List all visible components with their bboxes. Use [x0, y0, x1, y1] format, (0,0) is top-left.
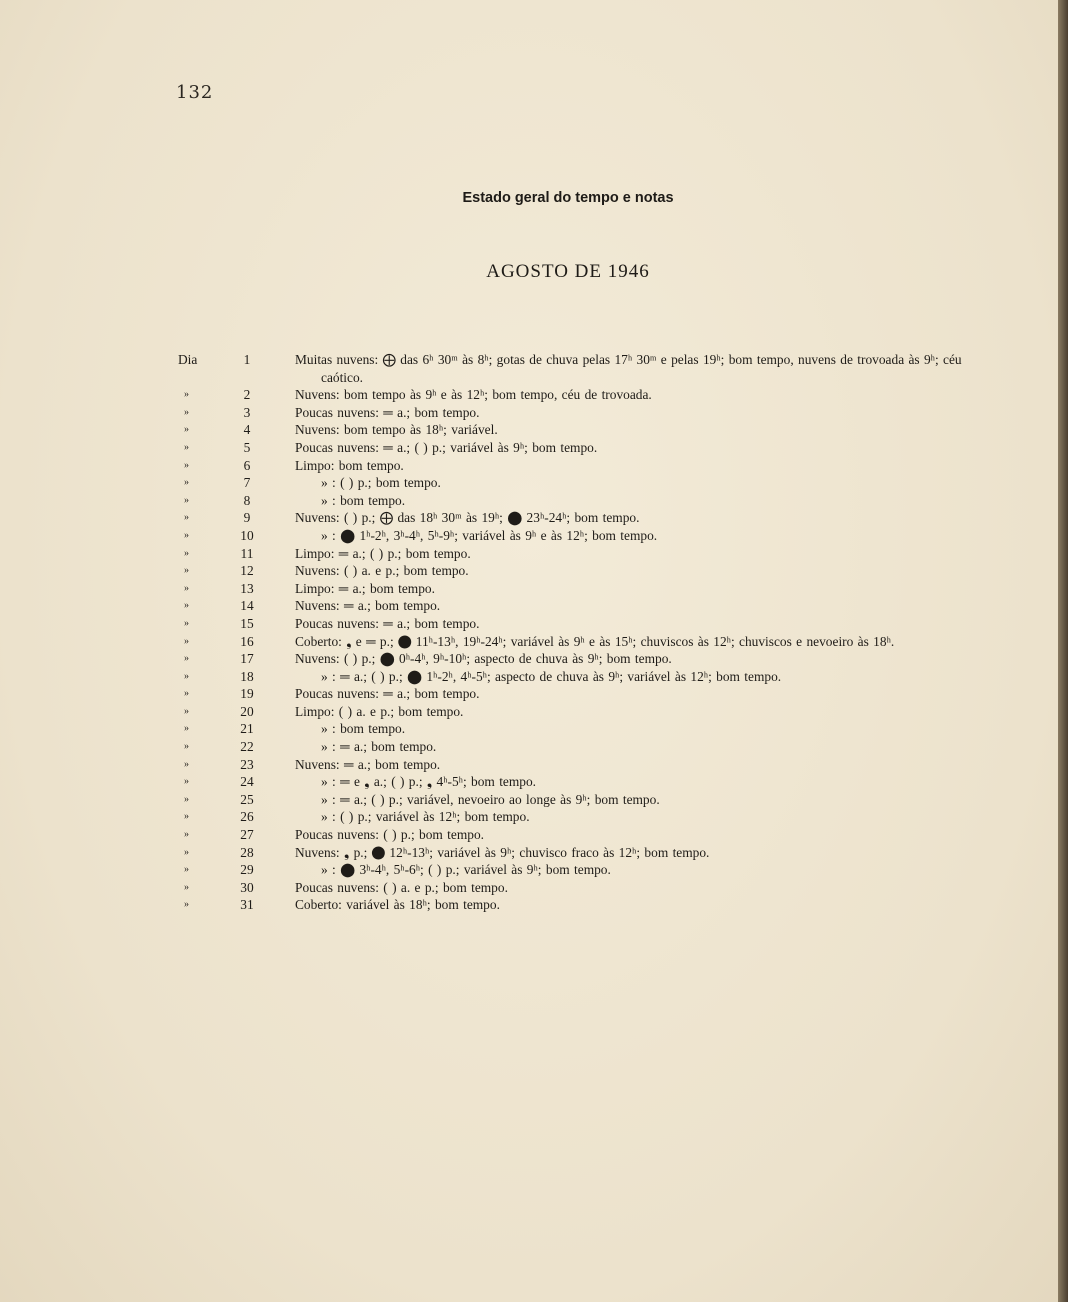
entry-row: [0, 492, 1058, 510]
ditto-mark: »: [184, 441, 189, 453]
entry-day: 11: [240, 545, 254, 561]
entry-text: Nuvens: ( ) p.; ⬤ 0ʰ-4ʰ, 9ʰ-10ʰ; aspecto de chuva às 9ʰ; bom tempo.: [295, 651, 672, 667]
entry-day: 10: [240, 527, 254, 543]
entry-text: Coberto: variável às 18ʰ; bom tempo.: [295, 897, 500, 913]
ditto-mark: »: [184, 688, 189, 700]
ditto-mark: »: [184, 899, 189, 911]
entry-row: [0, 844, 1058, 862]
entry-day: 19: [240, 686, 254, 702]
ditto-mark: »: [184, 741, 189, 753]
entry-row: [0, 474, 1058, 492]
entry-row: [0, 386, 1058, 404]
entry-day: 26: [240, 809, 254, 825]
entry-text: Poucas nuvens: ( ) a. e p.; bom tempo.: [295, 879, 508, 895]
entry-text: » : ⬤ 1ʰ-2ʰ, 3ʰ-4ʰ, 5ʰ-9ʰ; variável às 9ʰ e às 12ʰ; bom tempo.: [321, 527, 658, 543]
ditto-mark: »: [184, 424, 189, 436]
entry-day: 9: [243, 510, 251, 526]
entry-row: [0, 773, 1058, 791]
entry-text: » : ═ a.; ( ) p.; variável, nevoeiro ao longe às 9ʰ; bom tempo.: [321, 791, 660, 807]
entry-text: » : ( ) p.; variável às 12ʰ; bom tempo.: [321, 809, 530, 825]
weather-entries: [0, 351, 1058, 914]
ditto-mark: »: [184, 758, 189, 770]
entry-text: » : ═ a.; ( ) p.; ⬤ 1ʰ-2ʰ, 4ʰ-5ʰ; aspecto de chuva às 9ʰ; variável às 12ʰ; bom tempo.: [321, 668, 782, 684]
ditto-mark: »: [184, 617, 189, 629]
entry-text: » : ⬤ 3ʰ-4ʰ, 5ʰ-6ʰ; ( ) p.; variável às 9ʰ; bom tempo.: [321, 862, 611, 878]
ditto-mark: »: [184, 389, 189, 401]
entry-text: Limpo: bom tempo.: [295, 457, 404, 473]
entry-day: 31: [240, 897, 254, 913]
entry-row: [0, 826, 1058, 844]
section-heading: Estado geral do tempo e notas: [462, 190, 674, 206]
entry-row: [0, 597, 1058, 615]
entry-day: 20: [240, 703, 254, 719]
ditto-mark: »: [184, 705, 189, 717]
ditto-mark: »: [184, 653, 189, 665]
entry-row: [0, 439, 1058, 457]
entry-row: [0, 580, 1058, 598]
entry-row: [0, 685, 1058, 703]
entry-text: Muitas nuvens: ⨁ das 6ʰ 30ᵐ às 8ʰ; gotas de chuva pelas 17ʰ 30ᵐ e pelas 19ʰ; bom tempo, nuvens de trovoada às 9ʰ; céu caótico.: [295, 352, 962, 385]
entry-row: [0, 650, 1058, 668]
entry-day: 25: [240, 791, 254, 807]
entry-day: 6: [243, 457, 251, 473]
entry-text: Limpo: ( ) a. e p.; bom tempo.: [295, 703, 464, 719]
entry-row: [0, 861, 1058, 879]
book-spine: [1058, 0, 1068, 1302]
entry-text: » : bom tempo.: [321, 492, 406, 508]
entry-row: [0, 509, 1058, 527]
entry-row: [0, 808, 1058, 826]
entry-text: » : ( ) p.; bom tempo.: [321, 475, 441, 491]
entry-text: » : bom tempo.: [321, 721, 406, 737]
ditto-mark: »: [184, 600, 189, 612]
entry-text: Nuvens: ( ) a. e p.; bom tempo.: [295, 563, 469, 579]
ditto-mark: »: [184, 881, 189, 893]
ditto-mark: »: [184, 459, 189, 471]
entry-row: [0, 404, 1058, 422]
entry-row: [0, 457, 1058, 475]
entry-text: Nuvens: ═ a.; bom tempo.: [295, 756, 441, 772]
entry-day: 1: [243, 352, 251, 367]
entry-day: 3: [243, 404, 251, 420]
entry-text: Nuvens: bom tempo às 9ʰ e às 12ʰ; bom tempo, céu de trovoada.: [295, 387, 652, 403]
entry-row: [0, 615, 1058, 633]
entry-day: 8: [243, 492, 251, 508]
page-number: 132: [176, 82, 214, 103]
entry-text: Limpo: ═ a.; ( ) p.; bom tempo.: [295, 545, 471, 561]
entry-day: 18: [240, 668, 254, 684]
ditto-mark: »: [184, 776, 189, 788]
ditto-mark: »: [184, 793, 189, 805]
ditto-mark: »: [184, 811, 189, 823]
entry-text: Nuvens: ( ) p.; ⨁ das 18ʰ 30ᵐ às 19ʰ; ⬤ 23ʰ-24ʰ; bom tempo.: [295, 510, 640, 526]
entry-text: Limpo: ═ a.; bom tempo.: [295, 580, 435, 596]
ditto-mark: »: [184, 846, 189, 858]
ditto-mark: »: [184, 547, 189, 559]
entry-row: [0, 756, 1058, 774]
entry-text: Nuvens: bom tempo às 18ʰ; variável.: [295, 422, 498, 438]
entry-day: 22: [240, 739, 254, 755]
ditto-mark: »: [184, 477, 189, 489]
entry-row: [0, 545, 1058, 563]
entry-day: 2: [243, 387, 251, 403]
ditto-mark: »: [184, 529, 189, 541]
ditto-mark: »: [184, 406, 189, 418]
entry-day: 21: [240, 721, 254, 737]
entry-text: Poucas nuvens: ( ) p.; bom tempo.: [295, 827, 484, 843]
entry-row: [0, 633, 1058, 651]
entry-row: [0, 668, 1058, 686]
entry-text: » : ═ a.; bom tempo.: [321, 739, 437, 755]
ditto-mark: »: [184, 565, 189, 577]
entry-text: Poucas nuvens: ═ a.; bom tempo.: [295, 404, 480, 420]
ditto-mark: »: [184, 512, 189, 524]
ditto-mark: »: [184, 494, 189, 506]
entry-text: » : ═ e ❟ a.; ( ) p.; ❟ 4ʰ-5ʰ; bom tempo.: [321, 774, 537, 790]
ditto-mark: »: [184, 670, 189, 682]
month-title: AGOSTO DE 1946: [486, 261, 650, 282]
entry-day: 23: [240, 756, 254, 772]
entry-text: Poucas nuvens: ═ a.; bom tempo.: [295, 615, 480, 631]
entry-day: 28: [240, 844, 254, 860]
entry-day: 13: [240, 580, 254, 596]
entry-day: 12: [240, 563, 254, 579]
entry-day: 16: [240, 633, 254, 649]
entry-row: [0, 703, 1058, 721]
entry-day: 15: [240, 615, 254, 631]
entry-text: Nuvens: ❟ p.; ⬤ 12ʰ-13ʰ; variável às 9ʰ; chuvisco fraco às 12ʰ; bom tempo.: [295, 844, 710, 860]
entry-row: [0, 421, 1058, 439]
entry-text: Coberto: ❟ e ═ p.; ⬤ 11ʰ-13ʰ, 19ʰ-24ʰ; variável às 9ʰ e às 15ʰ; chuviscos às 12ʰ; chuviscos e nevoeiro às 18ʰ.: [295, 633, 895, 649]
entry-row: [0, 527, 1058, 545]
ditto-mark: »: [184, 582, 189, 594]
entry-day: 17: [240, 651, 254, 667]
entry-text: Nuvens: ═ a.; bom tempo.: [295, 598, 441, 614]
entry-row: [0, 562, 1058, 580]
dia-label: Dia: [178, 352, 198, 367]
entry-day: 30: [240, 879, 254, 895]
entry-day: 4: [243, 422, 251, 438]
ditto-mark: »: [184, 635, 189, 647]
entry-day: 7: [243, 475, 251, 491]
ditto-mark: »: [184, 723, 189, 735]
entry-row: [0, 791, 1058, 809]
entry-row: [0, 879, 1058, 897]
ditto-mark: »: [184, 864, 189, 876]
entry-text: Poucas nuvens: ═ a.; ( ) p.; variável às 9ʰ; bom tempo.: [295, 439, 598, 455]
ditto-mark: »: [184, 829, 189, 841]
entry-day: 29: [240, 862, 254, 878]
entry-row: [0, 720, 1058, 738]
entry-day: 14: [240, 598, 254, 614]
entry-row: [0, 351, 1058, 386]
entry-row: [0, 896, 1058, 914]
entry-text: Poucas nuvens: ═ a.; bom tempo.: [295, 686, 480, 702]
entry-row: [0, 738, 1058, 756]
entry-day: 24: [240, 774, 254, 790]
entry-day: 27: [240, 827, 254, 843]
entry-day: 5: [243, 439, 251, 455]
